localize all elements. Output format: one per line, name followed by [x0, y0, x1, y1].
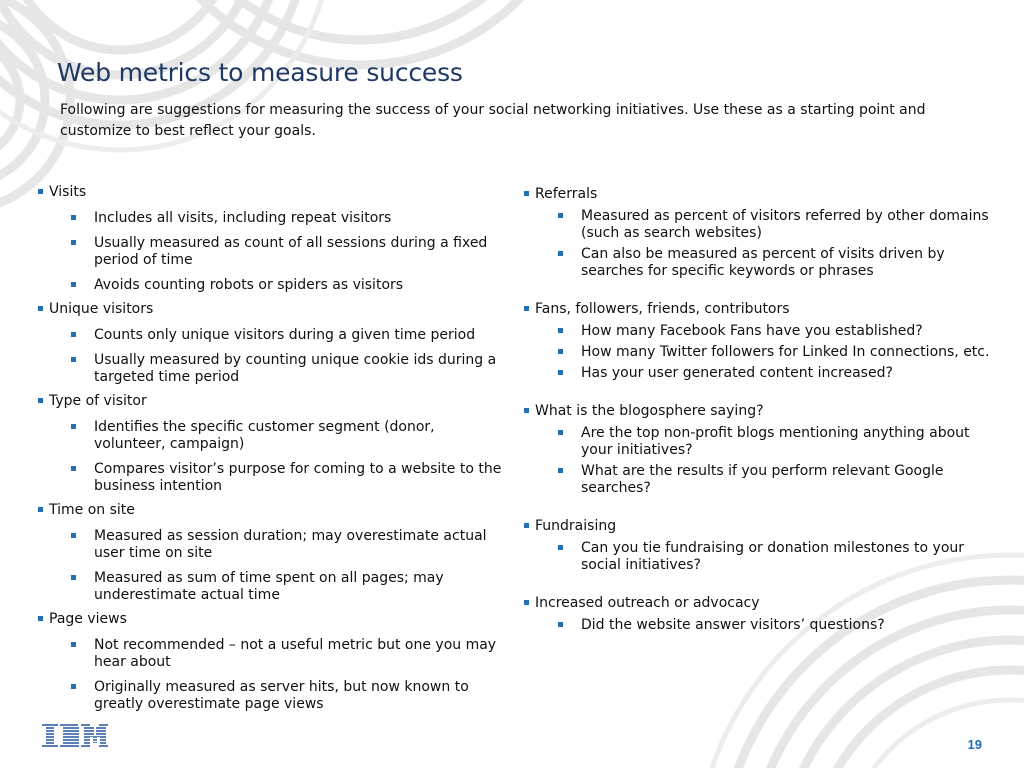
metric-label: Referrals [535, 186, 598, 202]
metric-detail: Can also be measured as percent of visits driven by searches for specific keywords or phrases [524, 246, 1004, 280]
metric-type-of-visitor [38, 392, 508, 411]
metric-fundraising [524, 517, 1004, 536]
square-bullet-icon [558, 213, 563, 218]
metric-detail: What are the results if you perform relevant Google searches? [524, 463, 1004, 497]
metric-detail: Originally measured as server hits, but now known to greatly overestimate page views [38, 679, 508, 713]
metric-label: Increased outreach or advocacy [535, 595, 760, 611]
square-bullet-icon [558, 251, 563, 256]
square-bullet-icon [71, 332, 76, 337]
metric-detail: Identifies the specific customer segment (donor, volunteer, campaign) [38, 419, 508, 453]
square-bullet-icon [558, 468, 563, 473]
square-bullet-icon [38, 507, 43, 512]
metric-label: Time on site [49, 502, 135, 518]
square-bullet-icon [71, 533, 76, 538]
metric-page-views [38, 610, 508, 629]
square-bullet-icon [71, 215, 76, 220]
metric-detail: Measured as percent of visitors referred by other domains (such as search websites) [524, 208, 1004, 242]
square-bullet-icon [71, 240, 76, 245]
metric-detail: How many Facebook Fans have you established? [524, 323, 1004, 340]
square-bullet-icon [71, 684, 76, 689]
square-bullet-icon [71, 424, 76, 429]
metric-detail: Has your user generated content increased? [524, 365, 1004, 382]
right-column [524, 185, 1004, 634]
square-bullet-icon [524, 306, 529, 311]
square-bullet-icon [524, 600, 529, 605]
square-bullet-icon [558, 430, 563, 435]
metric-detail: Usually measured as count of all sessions during a fixed period of time [38, 235, 508, 269]
metric-label: Visits [49, 184, 87, 200]
page-number: 19 [967, 737, 982, 752]
metric-detail: Are the top non-profit blogs mentioning anything about your initiatives? [524, 425, 1004, 459]
metric-time-on-site [38, 501, 508, 520]
metric-detail: Counts only unique visitors during a given time period [38, 327, 508, 344]
square-bullet-icon [38, 398, 43, 403]
metric-referrals [524, 185, 1004, 204]
metric-detail: How many Twitter followers for Linked In connections, etc. [524, 344, 1004, 361]
square-bullet-icon [38, 616, 43, 621]
square-bullet-icon [38, 306, 43, 311]
metric-detail: Avoids counting robots or spiders as visitors [38, 277, 508, 294]
metric-label: Fundraising [535, 518, 617, 534]
square-bullet-icon [558, 622, 563, 627]
square-bullet-icon [71, 282, 76, 287]
square-bullet-icon [38, 189, 43, 194]
metric-detail: Can you tie fundraising or donation milestones to your social initiatives? [524, 540, 1004, 574]
metric-blogosphere [524, 402, 1004, 421]
square-bullet-icon [524, 523, 529, 528]
metric-label: Type of visitor [49, 393, 147, 409]
metric-label: Unique visitors [49, 301, 154, 317]
metric-detail: Compares visitor’s purpose for coming to a website to the business intention [38, 461, 508, 495]
metric-detail: Usually measured by counting unique cookie ids during a targeted time period [38, 352, 508, 386]
square-bullet-icon [71, 357, 76, 362]
metric-detail: Not recommended – not a useful metric but one you may hear about [38, 637, 508, 671]
square-bullet-icon [71, 642, 76, 647]
square-bullet-icon [558, 328, 563, 333]
metric-detail: Measured as session duration; may overestimate actual user time on site [38, 528, 508, 562]
square-bullet-icon [558, 349, 563, 354]
metric-label: Page views [49, 611, 127, 627]
metric-label: Fans, followers, friends, contributors [535, 301, 790, 317]
slide-intro: Following are suggestions for measuring the success of your social networking initiatives. Use these as a starting point and customize to best reflect your goals. [60, 102, 926, 139]
metric-fans-followers [524, 300, 1004, 319]
square-bullet-icon [524, 191, 529, 196]
metric-unique-visitors [38, 300, 508, 319]
square-bullet-icon [71, 466, 76, 471]
metric-visits [38, 183, 508, 202]
slide-title: Web metrics to measure success [57, 58, 463, 87]
square-bullet-icon [524, 408, 529, 413]
metric-detail: Includes all visits, including repeat visitors [38, 210, 508, 227]
metric-detail: Did the website answer visitors’ questions? [524, 617, 1004, 634]
ibm-logo [42, 724, 108, 752]
square-bullet-icon [558, 370, 563, 375]
left-column [38, 183, 508, 713]
metric-label: What is the blogosphere saying? [535, 403, 764, 419]
metric-detail: Measured as sum of time spent on all pages; may underestimate actual time [38, 570, 508, 604]
metric-outreach-advocacy [524, 594, 1004, 613]
square-bullet-icon [71, 575, 76, 580]
square-bullet-icon [558, 545, 563, 550]
